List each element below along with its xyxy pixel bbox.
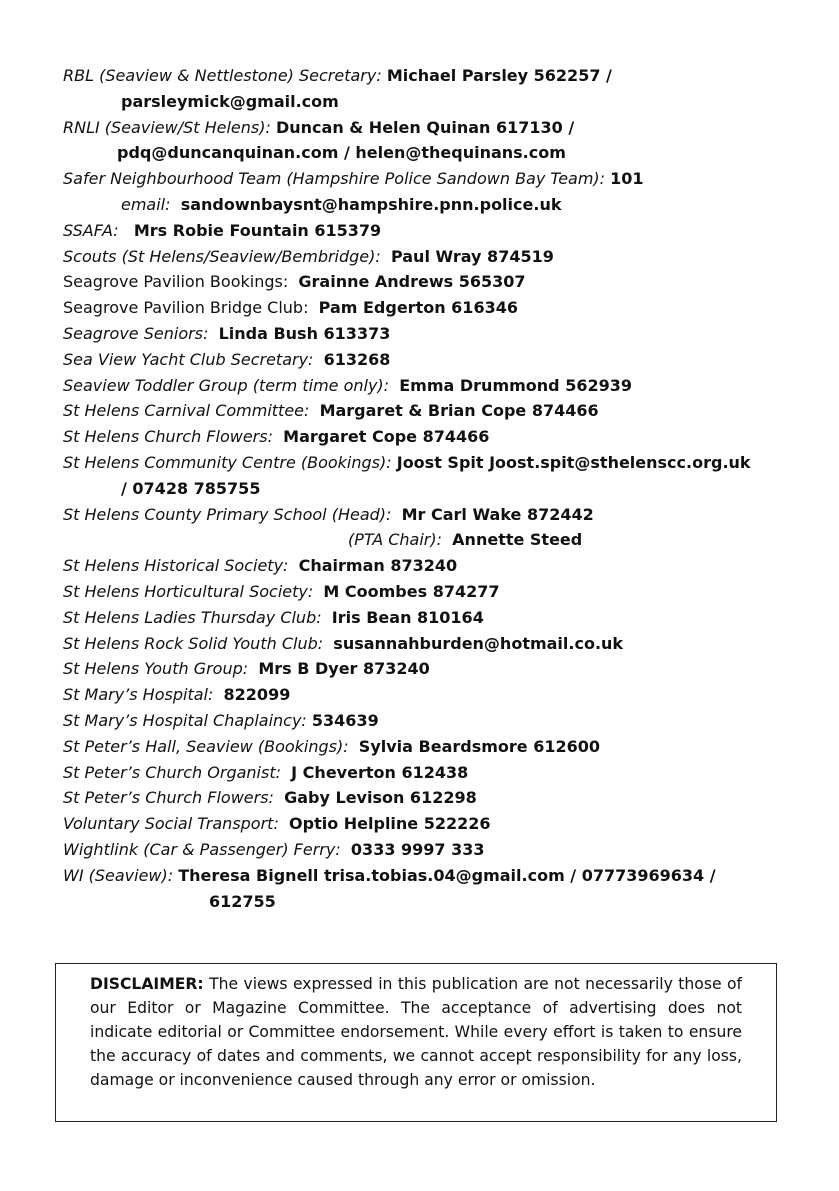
entry-ssafa xyxy=(63,218,793,244)
entry-value: Optio Helpline 522226 xyxy=(289,814,491,834)
entry-value: Duncan & Helen Quinan 617130 / xyxy=(275,117,575,137)
entry-rbl xyxy=(63,63,793,89)
entry-value: Iris Bean 810164 xyxy=(331,607,484,627)
entry-value: 534639 xyxy=(311,710,379,730)
entry-rock-solid xyxy=(63,631,793,657)
entry-organist xyxy=(63,760,793,786)
entry-label: St Peter’s Hall, Seaview (Bookings): xyxy=(63,736,349,756)
entry-label: St Peter’s Church Organist: xyxy=(63,762,281,782)
disclaimer-label: DISCLAIMER: xyxy=(90,975,204,993)
entry-value: Mrs Robie Fountain 615379 xyxy=(133,220,382,240)
entry-wi xyxy=(63,863,793,889)
entry-community-centre-phone xyxy=(63,476,793,502)
entry-label: St Helens Youth Group: xyxy=(63,659,249,679)
entry-value: J Cheverton 612438 xyxy=(291,762,469,782)
entry-historical-society xyxy=(63,553,793,579)
entry-label: WI (Seaview): xyxy=(63,865,174,885)
entry-label: Seagrove Pavilion Bookings: xyxy=(63,272,289,292)
entry-rnli-emails xyxy=(63,140,793,166)
disclaimer-paragraph xyxy=(90,972,742,1092)
entry-value: susannahburden@hotmail.co.uk xyxy=(333,633,624,653)
entry-value: Margaret & Brian Cope 874466 xyxy=(319,401,599,421)
entry-community-centre xyxy=(63,450,793,476)
entry-label: St Helens Ladies Thursday Club: xyxy=(63,607,322,627)
entry-label: Seagrove Seniors: xyxy=(63,323,209,343)
entry-label: St Mary’s Hospital Chaplaincy: xyxy=(63,710,307,730)
entry-value: Grainne Andrews 565307 xyxy=(298,272,526,292)
entry-horticultural-society xyxy=(63,579,793,605)
entry-ladies-club xyxy=(63,605,793,631)
entry-value: Paul Wray 874519 xyxy=(390,246,554,266)
contact-directory xyxy=(63,63,793,914)
entry-wightlink xyxy=(63,837,793,863)
entry-value: M Coombes 874277 xyxy=(323,581,500,601)
entry-pavilion-bookings xyxy=(63,269,793,295)
entry-chaplaincy xyxy=(63,708,793,734)
entry-safer-neighbourhood xyxy=(63,166,793,192)
entry-primary-school xyxy=(63,502,793,528)
entry-value: Sylvia Beardsmore 612600 xyxy=(358,736,600,756)
entry-value: Emma Drummond 562939 xyxy=(399,375,632,395)
entry-value: Margaret Cope 874466 xyxy=(283,427,490,447)
entry-label: St Helens Historical Society: xyxy=(63,556,289,576)
entry-youth-group xyxy=(63,656,793,682)
entry-label: St Peter’s Church Flowers: xyxy=(63,788,274,808)
entry-value: Joost Spit Joost.spit@sthelenscc.org.uk xyxy=(396,452,751,472)
entry-st-peters-hall xyxy=(63,734,793,760)
entry-label: RNLI (Seaview/St Helens): xyxy=(63,117,271,137)
disclaimer-box xyxy=(55,963,777,1122)
entry-label: Seaview Toddler Group (term time only): xyxy=(63,375,390,395)
entry-label: RBL (Seaview & Nettlestone) Secretary: xyxy=(63,66,382,85)
entry-label: Safer Neighbourhood Team (Hampshire Police Sandown Bay Team): xyxy=(63,169,606,189)
entry-value: 612755 xyxy=(209,891,276,911)
entry-label: St Helens Church Flowers: xyxy=(63,427,273,447)
entry-rnli xyxy=(63,115,793,141)
entry-label: St Helens County Primary School (Head): xyxy=(63,504,392,524)
entry-value: Theresa Bignell trisa.tobias.04@gmail.com / 07773969634 / xyxy=(178,865,716,885)
entry-label: (PTA Chair): xyxy=(348,530,442,550)
entry-church-flowers xyxy=(63,424,793,450)
entry-label: Wightlink (Car & Passenger) Ferry: xyxy=(63,839,341,859)
entry-value: Chairman 873240 xyxy=(298,556,458,576)
entry-label: St Mary’s Hospital: xyxy=(63,685,214,705)
entry-pta-chair xyxy=(63,527,793,553)
entry-scouts xyxy=(63,244,793,270)
entry-label: St Helens Carnival Committee: xyxy=(63,401,310,421)
entry-label: Seagrove Pavilion Bridge Club: xyxy=(63,298,309,318)
entry-value: Annette Steed xyxy=(452,530,583,550)
entry-label: St Helens Community Centre (Bookings): xyxy=(63,452,392,472)
entry-value: Mrs B Dyer 873240 xyxy=(258,659,430,679)
entry-toddler-group xyxy=(63,373,793,399)
entry-value: / 07428 785755 xyxy=(121,478,261,498)
entry-value: 0333 9997 333 xyxy=(350,839,485,859)
entry-carnival xyxy=(63,398,793,424)
entry-rbl-email xyxy=(63,89,793,115)
entry-seagrove-seniors xyxy=(63,321,793,347)
entry-label: Scouts (St Helens/Seaview/Bembridge): xyxy=(63,246,381,266)
entry-label: SSAFA: xyxy=(63,220,119,240)
entry-value: 613268 xyxy=(323,349,391,369)
entry-value: Linda Bush 613373 xyxy=(218,323,391,343)
entry-value: pdq@duncanquinan.com / helen@thequinans.com xyxy=(117,143,566,163)
entry-value: 101 xyxy=(610,169,644,189)
entry-value: parsleymick@gmail.com xyxy=(121,91,339,111)
entry-value: 822099 xyxy=(223,685,291,705)
entry-value: Mr Carl Wake 872442 xyxy=(401,504,594,524)
disclaimer-text: The views expressed in this publication are not necessarily those of our Editor or Magazine Committee. The acceptance of advertising does not indicate editorial or Committee endorsement. While every effort is taken to ensure the accuracy of dates and comments, we cannot accept responsibility for any loss, damage or inconvenience caused through any error or omission. xyxy=(90,975,742,1089)
entry-social-transport xyxy=(63,811,793,837)
entry-label: email: xyxy=(121,194,171,214)
entry-wi-phone xyxy=(63,889,793,915)
entry-hospital xyxy=(63,682,793,708)
entry-yacht-club xyxy=(63,347,793,373)
entry-value: Michael Parsley 562257 / xyxy=(386,66,612,85)
entry-value: Pam Edgerton 616346 xyxy=(318,298,518,318)
entry-value: Gaby Levison 612298 xyxy=(284,788,477,808)
entry-pavilion-bridge xyxy=(63,295,793,321)
entry-label: Sea View Yacht Club Secretary: xyxy=(63,349,314,369)
entry-peters-flowers xyxy=(63,785,793,811)
entry-safer-email xyxy=(63,192,793,218)
entry-label: Voluntary Social Transport: xyxy=(63,814,279,834)
entry-value: sandownbaysnt@hampshire.pnn.police.uk xyxy=(180,194,562,214)
entry-label: St Helens Horticultural Society: xyxy=(63,581,314,601)
entry-label: St Helens Rock Solid Youth Club: xyxy=(63,633,324,653)
